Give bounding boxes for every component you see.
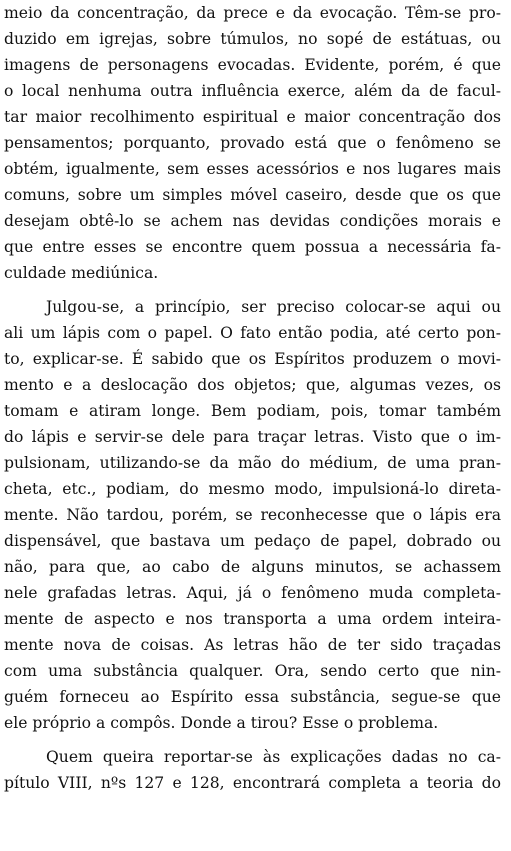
- book-page: [4, 0, 501, 796]
- text-line: obtém, igualmente, sem esses acessórios e nos lugares mais: [4, 160, 501, 178]
- paragraph-gap: [4, 286, 501, 294]
- text-line: meio da concentração, da prece e da evocação. Têm-se pro-: [4, 4, 501, 22]
- text-line: nele grafadas letras. Aqui, já o fenômeno muda completa-: [4, 584, 501, 602]
- text-line: mente. Não tardou, porém, se reconhecesse que o lápis era: [4, 506, 501, 524]
- text-line: tomam e atiram longe. Bem podiam, pois, tomar também: [4, 402, 501, 420]
- text-line: pítulo VIII, nºs 127 e 128, encontrará completa a teoria do: [4, 774, 501, 792]
- text-line: mento e a deslocação dos objetos; que, algumas vezes, os: [4, 376, 501, 394]
- text-line: Julgou-se, a princípio, ser preciso colocar-se aqui ou: [46, 298, 501, 316]
- text-line: ele próprio a compôs. Donde a tirou? Esse o problema.: [4, 714, 439, 732]
- text-line: Quem queira reportar-se às explicações dadas no ca-: [46, 748, 501, 766]
- text-line: que entre esses se encontre quem possua a necessária fa-: [4, 238, 501, 256]
- text-line: pensamentos; porquanto, provado está que o fenômeno se: [4, 134, 501, 152]
- text-line: com uma substância qualquer. Ora, sendo certo que nin-: [4, 662, 501, 680]
- text-line: imagens de personagens evocadas. Evidente, porém, é que: [4, 56, 501, 74]
- text-line: guém forneceu ao Espírito essa substância, segue-se que: [4, 688, 501, 706]
- text-line: mente nova de coisas. As letras hão de ter sido traçadas: [4, 636, 501, 654]
- text-line: culdade mediúnica.: [4, 264, 159, 282]
- text-line: dispensável, que bastava um pedaço de papel, dobrado ou: [4, 532, 501, 550]
- paragraph-gap: [4, 736, 501, 744]
- text-line: to, explicar-se. É sabido que os Espíritos produzem o movi-: [4, 350, 501, 368]
- text-line: comuns, sobre um simples móvel caseiro, desde que os que: [4, 186, 501, 204]
- text-line: o local nenhuma outra influência exerce, além da de facul-: [4, 82, 501, 100]
- text-line: pulsionam, utilizando-se da mão do médium, de uma pran-: [4, 454, 501, 472]
- text-line: tar maior recolhimento espiritual e maior concentração dos: [4, 108, 501, 126]
- text-line: desejam obtê-lo se achem nas devidas condições morais e: [4, 212, 501, 230]
- text-line: do lápis e servir-se dele para traçar letras. Visto que o im-: [4, 428, 501, 446]
- text-line: cheta, etc., podiam, do mesmo modo, impulsioná-lo direta-: [4, 480, 501, 498]
- text-line: mente de aspecto e nos transporta a uma ordem inteira-: [4, 610, 501, 628]
- paragraph: [4, 744, 501, 796]
- paragraph: [4, 0, 501, 286]
- text-line: não, para que, ao cabo de alguns minutos, se achassem: [4, 558, 501, 576]
- text-line: ali um lápis com o papel. O fato então podia, até certo pon-: [4, 324, 501, 342]
- paragraph: [4, 294, 501, 736]
- text-line: duzido em igrejas, sobre túmulos, no sopé de estátuas, ou: [4, 30, 501, 48]
